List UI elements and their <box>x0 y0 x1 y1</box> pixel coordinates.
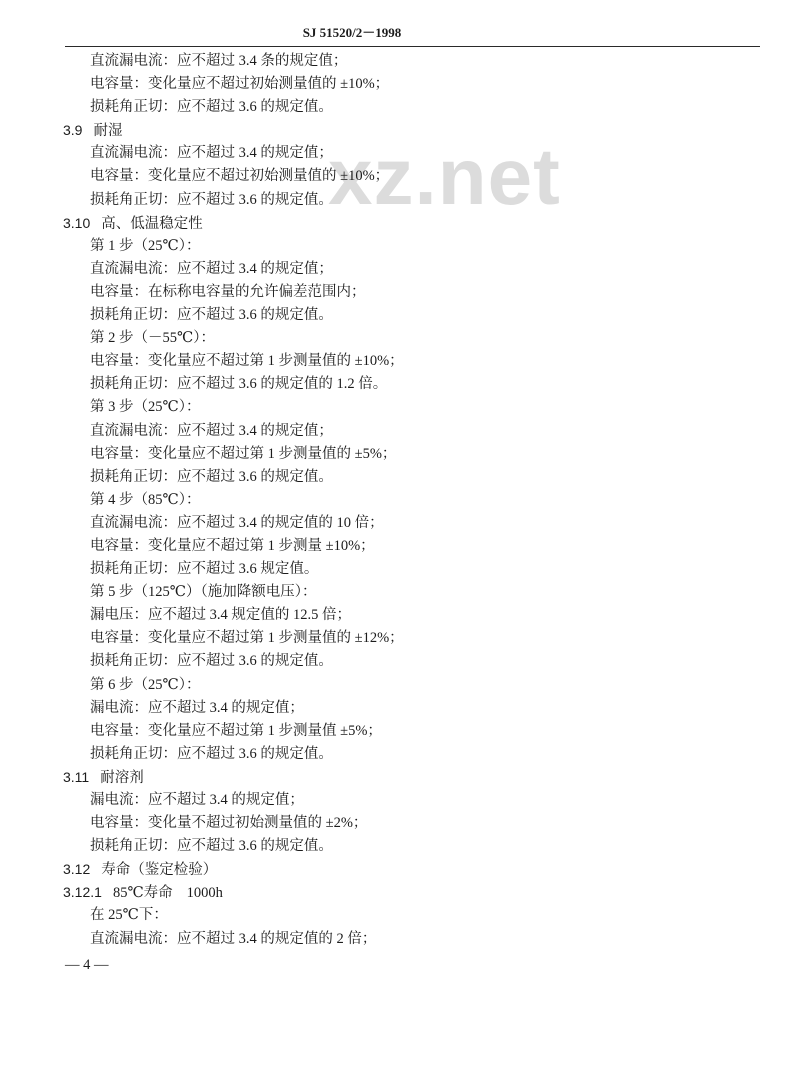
text-line: 电容量：变化量应不超过第 1 步测量值的 ±12%； <box>90 630 404 647</box>
text-line: 电容量：变化量不超过初始测量值的 ±2%； <box>90 815 368 832</box>
site-watermark: xz.net <box>328 132 561 221</box>
text-line: 损耗角正切：应不超过 3.6 的规定值。 <box>90 653 333 670</box>
section-title: 85℃寿命 <box>112 885 173 902</box>
text-line: 损耗角正切：应不超过 3.6 的规定值。 <box>90 838 333 855</box>
text-line: 直流漏电流：应不超过 3.4 的规定值； <box>90 422 333 439</box>
text-line: 损耗角正切：应不超过 3.6 的规定值。 <box>90 99 333 116</box>
section-heading-3-12-1 <box>0 881 800 904</box>
section-heading-3-10 <box>0 212 800 235</box>
text-line: 电容量：变化量应不超过第 1 步测量值的 ±5%； <box>90 445 397 462</box>
step-label: 第 1 步（25℃）： <box>90 237 201 254</box>
text-line: 电容量：变化量应不超过初始测量值的 ±10%； <box>90 76 390 93</box>
text-line: 电容量：变化量应不超过第 1 步测量 ±10%； <box>90 537 375 554</box>
text-line: 漏电流：应不超过 3.4 的规定值； <box>90 792 304 808</box>
section-heading-3-9 <box>0 119 800 142</box>
section-number: 3.12.1 <box>63 884 102 901</box>
section-title: 寿命（鉴定检验） <box>101 862 218 879</box>
text-line: 损耗角正切：应不超过 3.6 的规定值的 1.2 倍。 <box>90 376 388 393</box>
section-heading-3-12 <box>0 858 800 881</box>
text-line: 电容量：变化量应不超过第 1 步测量值的 ±10%； <box>90 353 404 370</box>
section-number: 3.11 <box>63 768 90 785</box>
section-title: 高、低温稳定性 <box>101 215 203 232</box>
text-line: 电容量：在标称电容量的允许偏差范围内； <box>90 283 366 300</box>
section-heading-3-11 <box>0 766 800 789</box>
step-label: 第 6 步（25℃）： <box>90 676 201 693</box>
text-line: 直流漏电流：应不超过 3.4 的规定值； <box>90 260 333 277</box>
page-number: — 4 — <box>65 957 109 973</box>
duration-value: 1000h <box>186 885 223 902</box>
section-number: 3.12 <box>63 861 91 878</box>
section-number: 3.10 <box>63 214 91 231</box>
text-line: 损耗角正切：应不超过 3.6 的规定值。 <box>90 468 333 485</box>
step-label: 第 4 步（85℃）： <box>90 491 201 508</box>
text-line: 电容量：变化量应不超过初始测量值的 ±10%； <box>90 168 390 185</box>
text-line: 直流漏电流：应不超过 3.4 的规定值； <box>90 145 333 162</box>
section-number: 3.9 <box>63 122 83 139</box>
text-line: 直流漏电流：应不超过 3.4 的规定值的 2 倍； <box>90 930 377 947</box>
text-line: 损耗角正切：应不超过 3.6 规定值。 <box>90 561 319 578</box>
section-title: 耐溶剂 <box>100 769 144 786</box>
text-line: 在 25℃下： <box>90 907 168 924</box>
step-label: 第 3 步（25℃）： <box>90 399 201 416</box>
text-line: 直流漏电流：应不超过 3.4 条的规定值； <box>90 53 348 69</box>
text-line: 损耗角正切：应不超过 3.6 的规定值。 <box>90 745 333 762</box>
standard-code-header: SJ 51520/2－1998 <box>302 25 402 40</box>
text-line: 直流漏电流：应不超过 3.4 的规定值的 10 倍； <box>90 514 384 531</box>
step-label: 第 5 步（125℃）（施加降额电压）： <box>90 584 317 601</box>
text-line: 漏电压：应不超过 3.4 规定值的 12.5 倍； <box>90 607 351 624</box>
text-line: 漏电流：应不超过 3.4 的规定值； <box>90 699 304 716</box>
text-line: 损耗角正切：应不超过 3.6 的规定值。 <box>90 307 333 324</box>
document-body <box>0 50 800 951</box>
step-label: 第 2 步（－55℃）： <box>90 330 215 347</box>
section-title: 耐湿 <box>93 123 123 140</box>
text-line: 电容量：变化量应不超过第 1 步测量值 ±5%； <box>90 722 382 739</box>
text-line: 损耗角正切：应不超过 3.6 的规定值。 <box>90 191 333 208</box>
header-divider <box>65 46 760 47</box>
